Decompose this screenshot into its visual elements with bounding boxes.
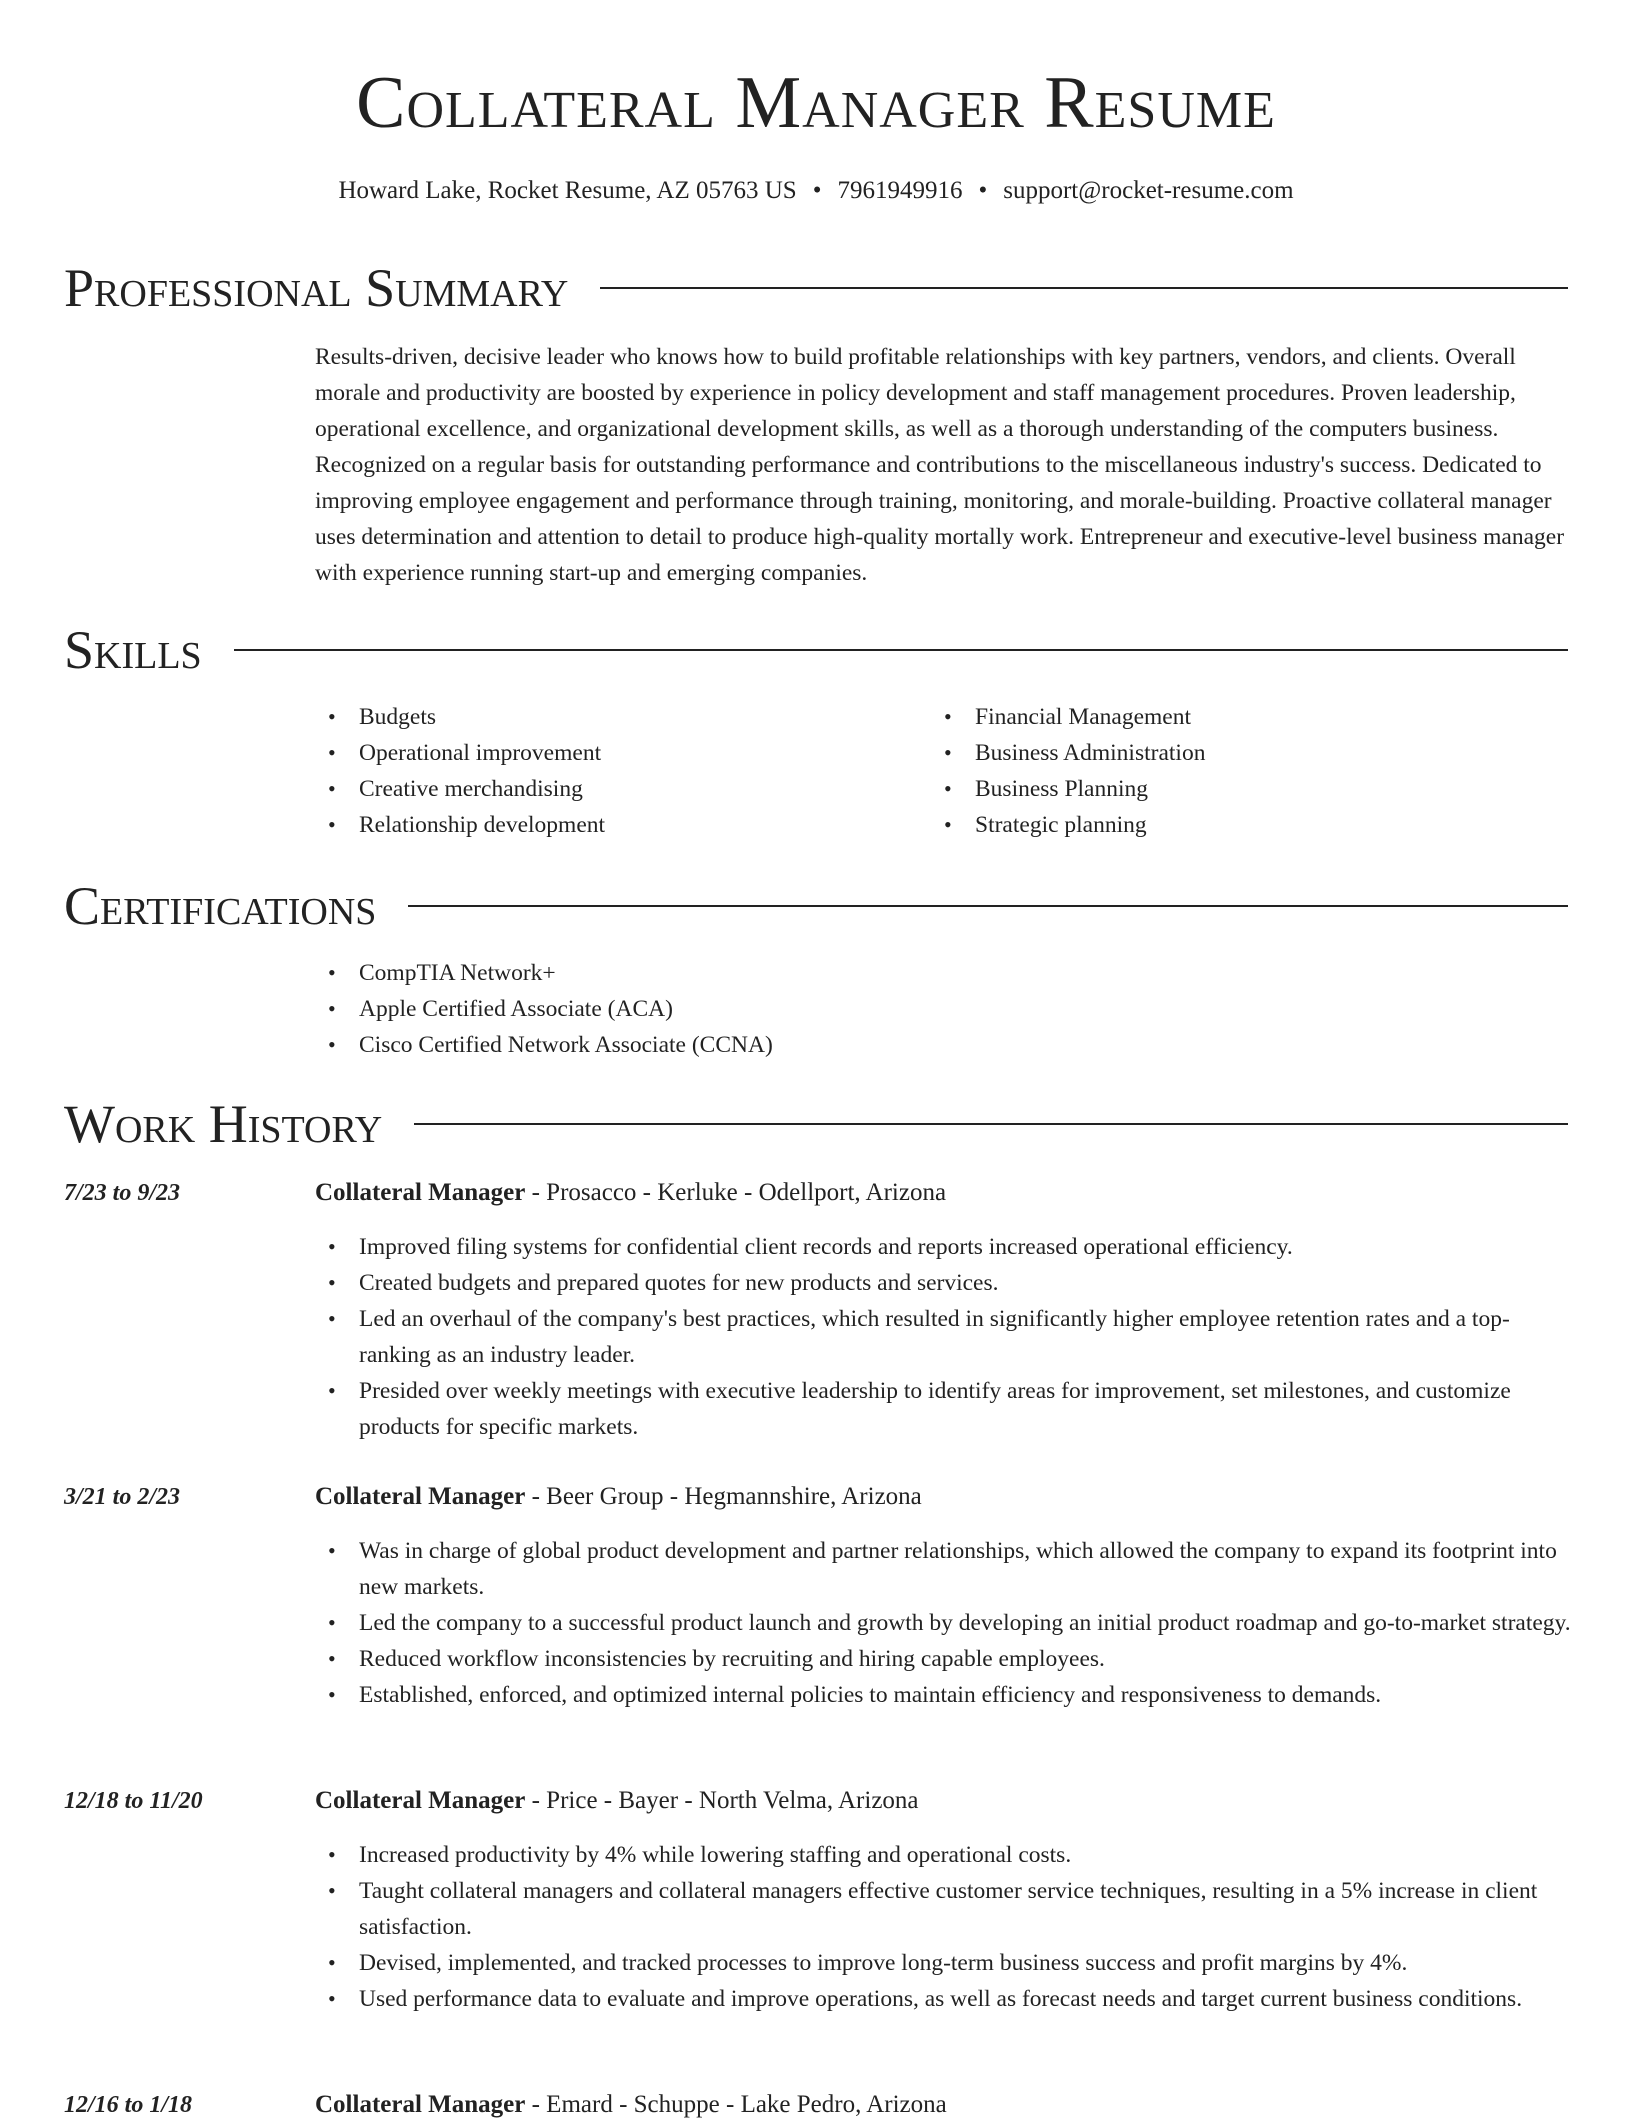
skill-item: • Business Administration [931,735,1205,771]
summary-text: Results-driven, decisive leader who knows how to build profitable relationships with key partners, vendors, and clients. Overall morale and productivity are boosted by experience in policy development and staff management procedures. Proven leadership, operational excellence, and organizational development skills, as well as a thorough understanding of the computers business. Recognized on a regular basis for outstanding performance and contributions to the miscellaneous industry's success. Dedicated to improving employee engagement and performance through training, monitoring, and morale-building. Proactive collateral manager uses determination and attention to detail to produce high-quality mortally work. Entrepreneur and executive-level business manager with experience running start-up and emerging companies. [315,344,1565,586]
section-divider [600,287,1568,289]
contact-separator: • [978,177,988,204]
section-divider [234,649,1568,651]
job-bullets [315,1837,1571,2017]
job-dates: 12/18 to 11/20 [64,1788,203,1814]
certification-item: • Cisco Certified Network Associate (CCNA) [315,1027,773,1063]
contact-email: support@rocket-resume.com [1003,177,1294,204]
section-title-certifications: Certifications [64,876,377,936]
skill-item: • Operational improvement [315,735,605,771]
job-title: Collateral Manager [315,2091,526,2118]
skill-item: • Strategic planning [931,807,1205,843]
job-bullet: • Led an overhaul of the company's best practices, which resulted in significantly higher employee retention rates and a top-ranking as an industry leader. [315,1301,1571,1373]
certification-item: • Apple Certified Associate (ACA) [315,991,773,1027]
certifications-list [315,955,773,1063]
skill-item: • Creative merchandising [315,771,605,807]
section-header-skills [64,618,1568,682]
job-employer: - Price - Bayer - North Velma, Arizona [525,1787,919,1814]
skills-list-left [315,699,605,843]
certification-item: • CompTIA Network+ [315,955,773,991]
section-title-work-history: Work History [64,1094,383,1154]
skill-item: • Relationship development [315,807,605,843]
job-dates: 12/16 to 1/18 [64,2092,193,2118]
job-bullet: • Led the company to a successful product launch and growth by developing an initial product roadmap and go-to-market strategy. [315,1605,1571,1641]
job-bullet: • Used performance data to evaluate and improve operations, as well as forecast needs and target current business conditions. [315,1981,1571,2017]
contact-separator: • [812,177,822,204]
job-employer: - Emard - Schuppe - Lake Pedro, Arizona [525,2091,947,2118]
job-bullet: • Increased productivity by 4% while lowering staffing and operational costs. [315,1837,1571,1873]
job-heading [315,1783,919,1819]
job-heading [315,2087,947,2123]
section-divider [414,1123,1568,1125]
skill-item: • Financial Management [931,699,1205,735]
skill-item: • Budgets [315,699,605,735]
section-header-summary [64,256,1568,320]
job-bullet: • Taught collateral managers and collateral managers effective customer service techniques, resulting in a 5% increase in client satisfaction. [315,1873,1571,1945]
contact-phone: 7961949916 [837,177,963,204]
job-heading [315,1175,946,1211]
skills-list-right [931,699,1205,843]
job-bullet: • Was in charge of global product development and partner relationships, which allowed the company to expand its footprint into new markets. [315,1533,1571,1605]
resume-title: Collateral Manager Resume [356,62,1276,144]
contact-address: Howard Lake, Rocket Resume, AZ 05763 US [338,177,797,204]
job-title: Collateral Manager [315,1787,526,1814]
contact-line [0,174,1632,208]
section-header-certifications [64,874,1568,938]
job-employer: - Beer Group - Hegmannshire, Arizona [525,1483,922,1510]
skill-item: • Business Planning [931,771,1205,807]
job-bullet: • Improved filing systems for confidential client records and reports increased operational efficiency. [315,1229,1571,1265]
job-dates: 3/21 to 2/23 [64,1484,181,1510]
job-bullets [315,1229,1571,1445]
job-bullet: • Presided over weekly meetings with executive leadership to identify areas for improvement, set milestones, and customize products for specific markets. [315,1373,1571,1445]
job-bullet: • Established, enforced, and optimized internal policies to maintain efficiency and responsiveness to demands. [315,1677,1571,1713]
job-bullet: • Created budgets and prepared quotes for new products and services. [315,1265,1571,1301]
job-bullet: • Devised, implemented, and tracked processes to improve long-term business success and profit margins by 4%. [315,1945,1571,1981]
job-title: Collateral Manager [315,1483,526,1510]
job-bullet: • Reduced workflow inconsistencies by recruiting and hiring capable employees. [315,1641,1571,1677]
job-title: Collateral Manager [315,1179,526,1206]
section-header-work-history [64,1092,1568,1156]
section-title-summary: Professional Summary [64,258,569,318]
job-dates: 7/23 to 9/23 [64,1180,181,1206]
job-bullets [315,1533,1571,1713]
job-employer: - Prosacco - Kerluke - Odellport, Arizona [525,1179,947,1206]
section-divider [408,905,1568,907]
section-title-skills: Skills [64,620,202,680]
job-heading [315,1479,922,1515]
